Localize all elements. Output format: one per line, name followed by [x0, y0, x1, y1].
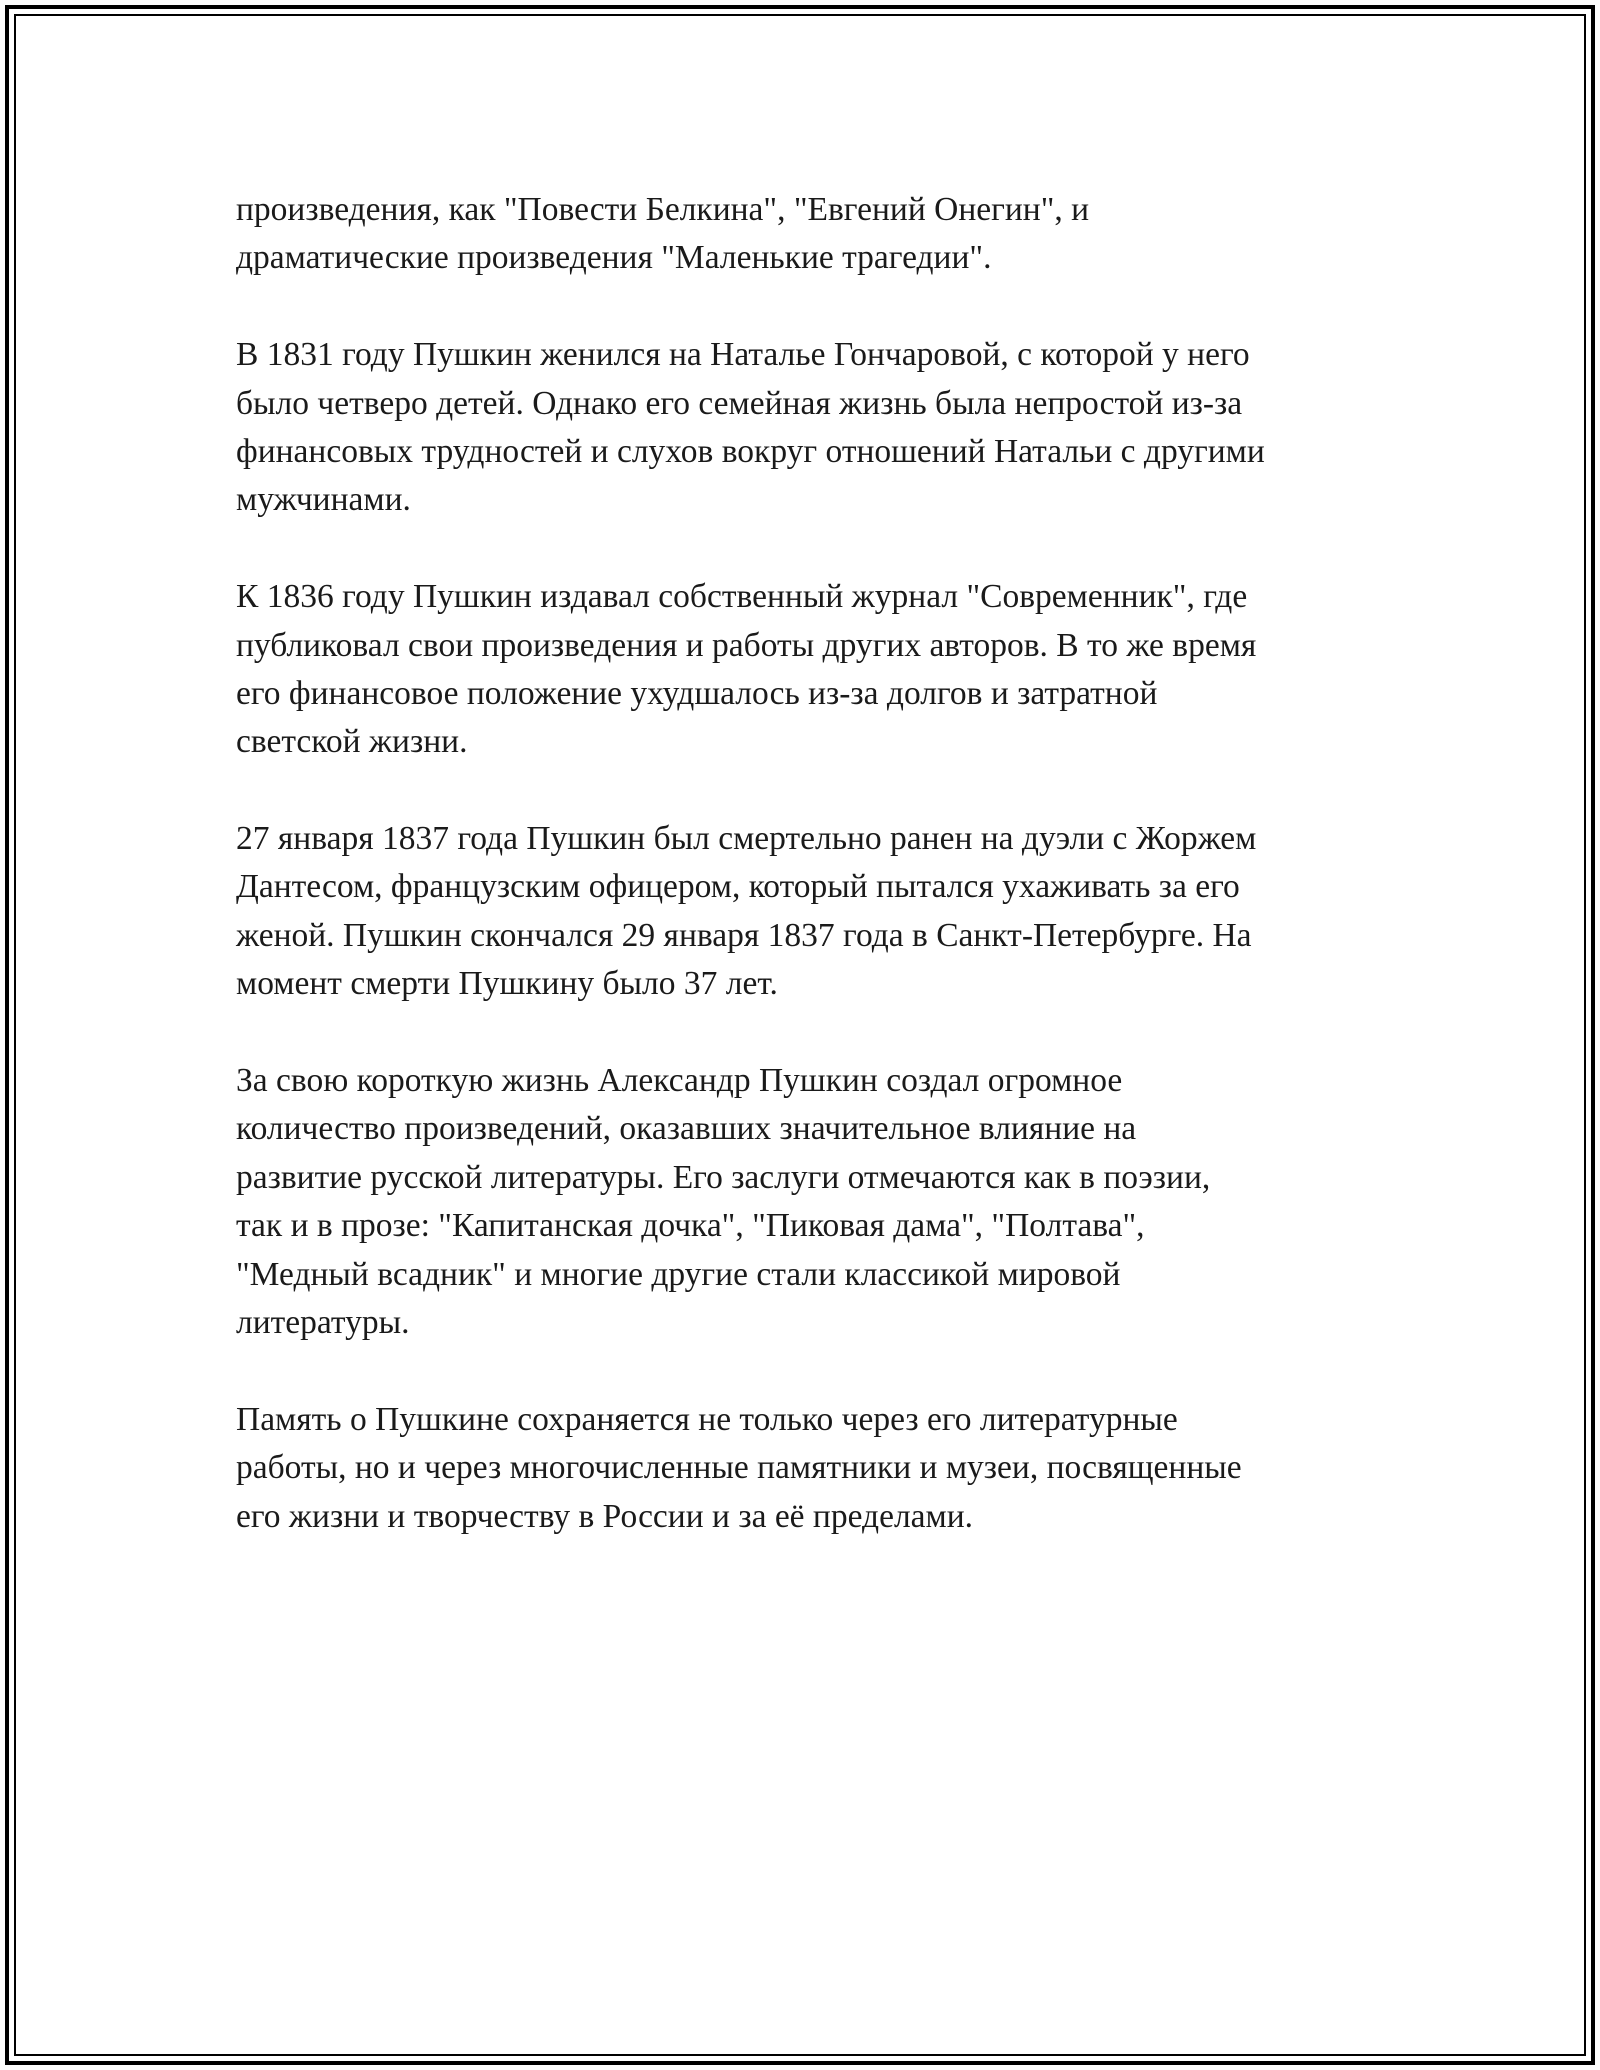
paragraph-works — [236, 186, 1386, 283]
paragraph-marriage — [236, 331, 1386, 525]
text-line: За свою короткую жизнь Александр Пушкин создал огромное — [236, 1062, 1123, 1100]
text-line: его жизни и творчеству в России и за её пределами. — [236, 1497, 974, 1535]
paragraph-legacy — [236, 1057, 1386, 1347]
document-body — [236, 186, 1386, 1589]
paragraph-duel — [236, 815, 1386, 1009]
text-line: количество произведений, оказавших значительное влияние на — [236, 1110, 1137, 1148]
text-line: публиковал свои произведения и работы других авторов. В то же время — [236, 626, 1257, 664]
text-line: работы, но и через многочисленные памятники и музеи, посвященные — [236, 1449, 1242, 1487]
text-line: его финансовое положение ухудшалось из-за долгов и затратной — [236, 674, 1158, 712]
text-line: "Медный всадник" и многие другие стали классикой мировой — [236, 1255, 1121, 1293]
text-line: 27 января 1837 года Пушкин был смертельно ранен на дуэли с Жоржем — [236, 820, 1257, 858]
text-line: финансовых трудностей и слухов вокруг отношений Натальи с другими — [236, 432, 1265, 470]
text-line: литературы. — [236, 1303, 410, 1341]
text-line: произведения, как "Повести Белкина", "Евгений Онегин", и — [236, 191, 1090, 228]
text-line: К 1836 году Пушкин издавал собственный журнал "Современник", где — [236, 578, 1248, 616]
text-line: драматические произведения "Маленькие трагедии". — [236, 239, 992, 277]
text-line: женой. Пушкин скончался 29 января 1837 года в Санкт-Петербурге. На — [236, 916, 1252, 954]
text-line: так и в прозе: "Капитанская дочка", "Пиковая дама", "Полтава", — [236, 1207, 1145, 1245]
text-line: Дантесом, французским офицером, который пытался ухаживать за его — [236, 868, 1240, 906]
text-line: развитие русской литературы. Его заслуги отмечаются как в поэзии, — [236, 1158, 1211, 1196]
text-line: момент смерти Пушкину было 37 лет. — [236, 965, 778, 1003]
text-line: В 1831 году Пушкин женился на Наталье Гончаровой, с которой у него — [236, 336, 1250, 374]
text-line: мужчинами. — [236, 481, 411, 519]
text-line: светской жизни. — [236, 723, 468, 761]
text-line: Память о Пушкине сохраняется не только через его литературные — [236, 1400, 1178, 1438]
paragraph-sovremennik — [236, 573, 1386, 767]
paragraph-memory — [236, 1396, 1386, 1541]
text-line: было четверо детей. Однако его семейная жизнь была непростой из-за — [236, 384, 1243, 422]
